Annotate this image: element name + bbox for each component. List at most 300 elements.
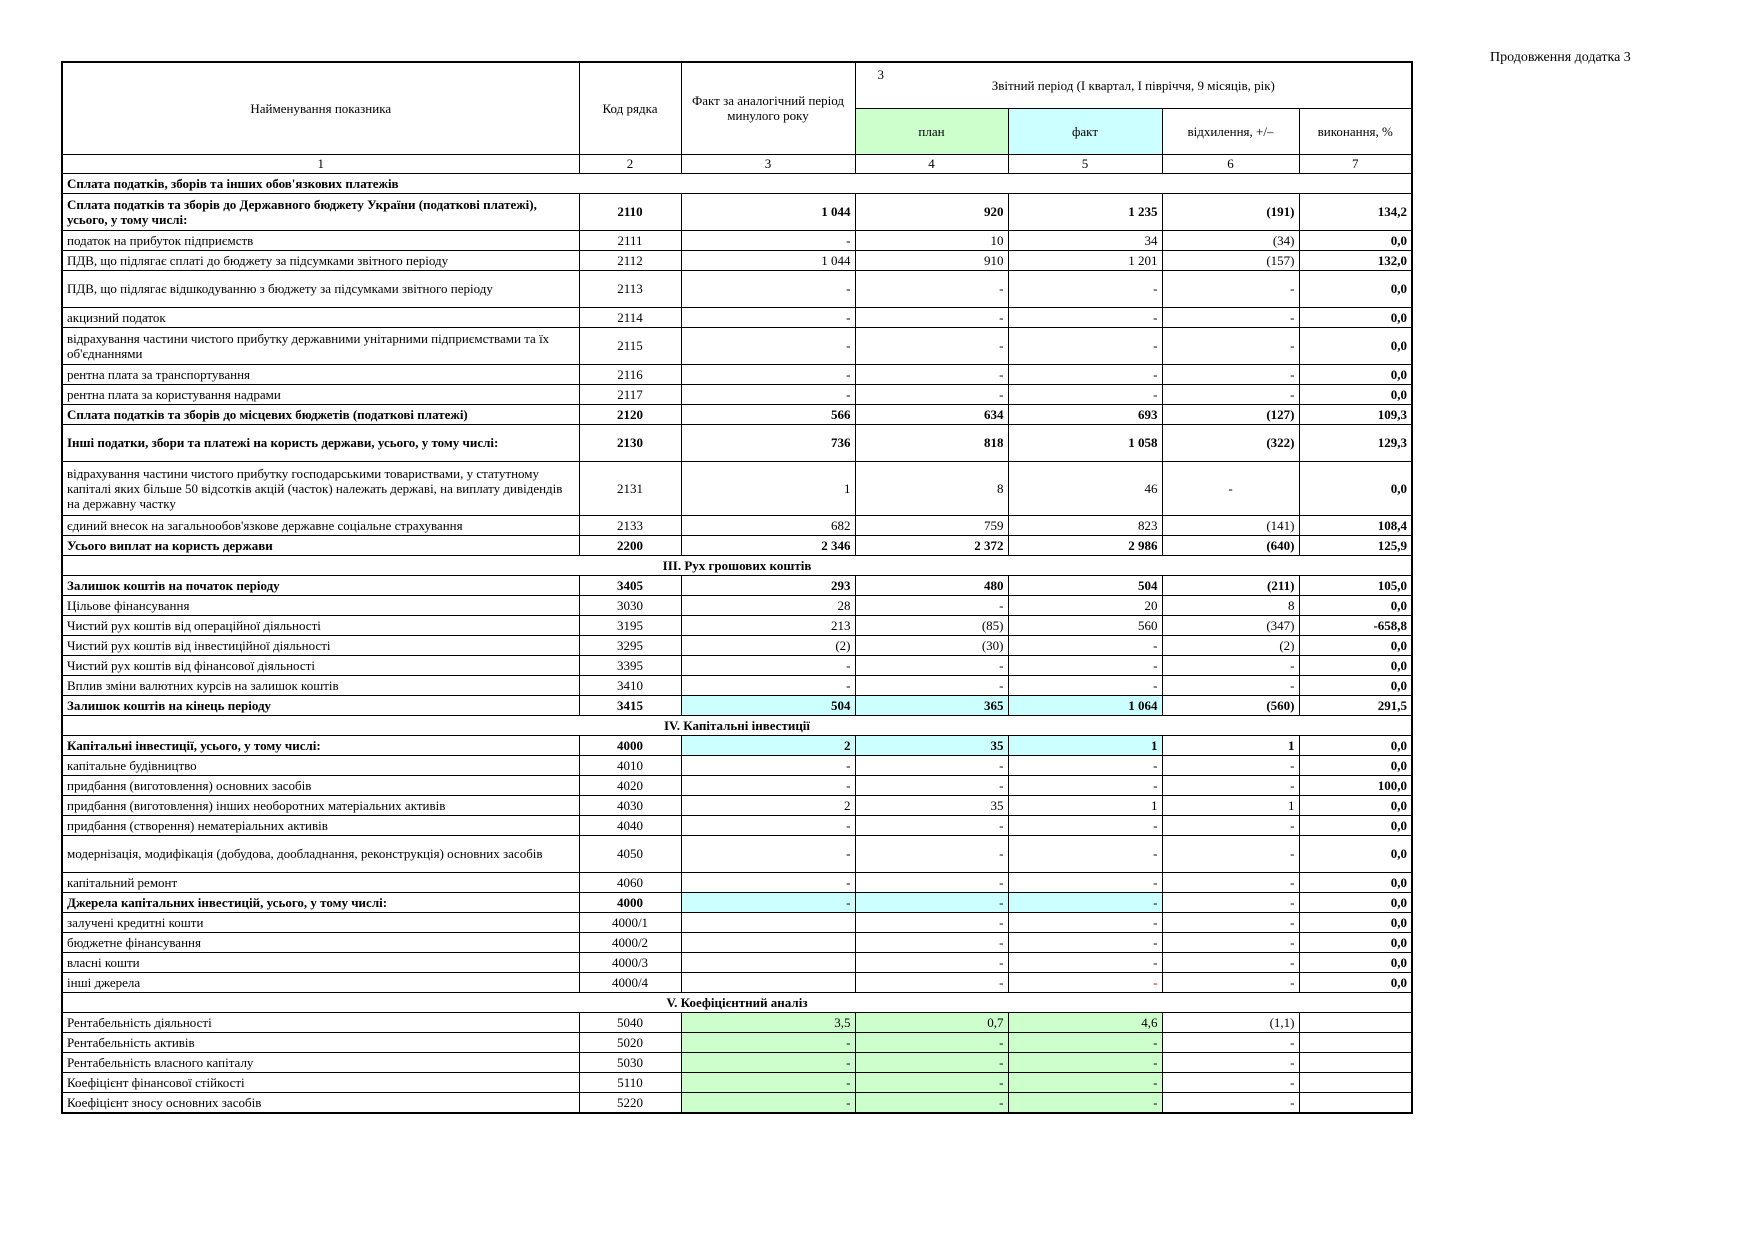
row-code: 3405 (579, 575, 681, 595)
fact-value: - (1008, 1052, 1162, 1072)
deviation-value: - (1162, 892, 1299, 912)
fact-value: - (1008, 912, 1162, 932)
fact-value: 1 201 (1008, 250, 1162, 270)
table-row (62, 250, 1412, 270)
row-code: 3030 (579, 595, 681, 615)
deviation-value: (560) (1162, 695, 1299, 715)
prev-year-fact: 293 (681, 575, 855, 595)
row-name: акцизний податок (62, 307, 579, 327)
row-name: Інші податки, збори та платежі на користь держави, усього, у тому числі: (62, 424, 579, 461)
prev-year-fact: - (681, 815, 855, 835)
execution-pct (1299, 1072, 1412, 1092)
row-name: бюджетне фінансування (62, 932, 579, 952)
row-code: 3410 (579, 675, 681, 695)
plan-value: - (855, 972, 1008, 992)
table-row (62, 635, 1412, 655)
plan-value: - (855, 1032, 1008, 1052)
prev-year-fact: 213 (681, 615, 855, 635)
row-name: відрахування частини чистого прибутку державними унітарними підприємствами та їх об'єднаннями (62, 327, 579, 364)
table-row (62, 735, 1412, 755)
header-plan: план (855, 108, 1008, 154)
plan-value: - (855, 364, 1008, 384)
deviation-value: - (1162, 1072, 1299, 1092)
row-code: 4040 (579, 815, 681, 835)
row-code: 2117 (579, 384, 681, 404)
row-name: ПДВ, що підлягає відшкодуванню з бюджету за підсумками звітного періоду (62, 270, 579, 307)
plan-value: - (855, 327, 1008, 364)
header-deviation: відхилення, +/– (1162, 108, 1299, 154)
row-name: модернізація, модифікація (добудова, дообладнання, реконструкція) основних засобів (62, 835, 579, 872)
fact-value: 1 (1008, 735, 1162, 755)
fact-value: - (1008, 1032, 1162, 1052)
plan-value: 920 (855, 193, 1008, 230)
row-name: Рентабельність діяльності (62, 1012, 579, 1032)
deviation-value: - (1162, 1052, 1299, 1072)
prev-year-fact: 28 (681, 595, 855, 615)
row-code: 3415 (579, 695, 681, 715)
prev-year-fact: - (681, 364, 855, 384)
fact-value: - (1008, 835, 1162, 872)
plan-value: - (855, 835, 1008, 872)
table-row (62, 595, 1412, 615)
row-name: податок на прибуток підприємств (62, 230, 579, 250)
header-period-number: 3 (877, 67, 884, 82)
prev-year-fact (681, 912, 855, 932)
deviation-value: 1 (1162, 795, 1299, 815)
row-code: 4030 (579, 795, 681, 815)
deviation-value: - (1162, 327, 1299, 364)
execution-pct: 0,0 (1299, 835, 1412, 872)
deviation-value: - (1162, 972, 1299, 992)
execution-pct: 109,3 (1299, 404, 1412, 424)
deviation-value: - (1162, 675, 1299, 695)
deviation-value: (322) (1162, 424, 1299, 461)
fact-value: 2 986 (1008, 535, 1162, 555)
row-code: 4000 (579, 892, 681, 912)
header-code: Код рядка (579, 62, 681, 154)
prev-year-fact: 1 (681, 461, 855, 515)
row-code: 2133 (579, 515, 681, 535)
table-row (62, 815, 1412, 835)
table-row (62, 615, 1412, 635)
execution-pct: 0,0 (1299, 735, 1412, 755)
prev-year-fact: - (681, 775, 855, 795)
table-row (62, 872, 1412, 892)
row-code: 4000/4 (579, 972, 681, 992)
row-code: 4020 (579, 775, 681, 795)
section-header-row (62, 715, 1412, 735)
plan-value: 35 (855, 795, 1008, 815)
row-name: Залишок коштів на початок періоду (62, 575, 579, 595)
fact-value: - (1008, 872, 1162, 892)
plan-value: - (855, 952, 1008, 972)
fact-value: - (1008, 384, 1162, 404)
deviation-value: (141) (1162, 515, 1299, 535)
row-code: 4060 (579, 872, 681, 892)
row-code: 5020 (579, 1032, 681, 1052)
section-title: Сплата податків, зборів та інших обов'язкових платежів (62, 173, 1412, 193)
execution-pct (1299, 1092, 1412, 1113)
table-row (62, 755, 1412, 775)
prev-year-fact: - (681, 1092, 855, 1113)
row-name: Рентабельність власного капіталу (62, 1052, 579, 1072)
report-table (61, 61, 1413, 1114)
prev-year-fact: 2 346 (681, 535, 855, 555)
row-name: капітальний ремонт (62, 872, 579, 892)
row-name: рентна плата за користування надрами (62, 384, 579, 404)
row-code: 2131 (579, 461, 681, 515)
deviation-value: - (1162, 1092, 1299, 1113)
plan-value: 2 372 (855, 535, 1008, 555)
row-name: відрахування частини чистого прибутку господарськими товариствами, у статутному капіталі яких більше 50 відсотків акцій (часток) належать державі, на виплату дивідендів на державну частку (62, 461, 579, 515)
execution-pct: 0,0 (1299, 795, 1412, 815)
deviation-value: - (1162, 815, 1299, 835)
fact-value: 504 (1008, 575, 1162, 595)
fact-value: - (1008, 1092, 1162, 1113)
fact-value: - (1008, 755, 1162, 775)
fact-value: 20 (1008, 595, 1162, 615)
row-code: 5040 (579, 1012, 681, 1032)
execution-pct: 0,0 (1299, 675, 1412, 695)
execution-pct: 0,0 (1299, 307, 1412, 327)
table-row (62, 575, 1412, 595)
plan-value: - (855, 1052, 1008, 1072)
table-row (62, 775, 1412, 795)
execution-pct: 108,4 (1299, 515, 1412, 535)
deviation-value: - (1162, 307, 1299, 327)
row-name: Цільове фінансування (62, 595, 579, 615)
table-row (62, 424, 1412, 461)
col-num: 1 (62, 154, 579, 173)
deviation-value: - (1162, 912, 1299, 932)
fact-value: - (1008, 635, 1162, 655)
row-name: рентна плата за транспортування (62, 364, 579, 384)
row-code: 4050 (579, 835, 681, 872)
deviation-value: (191) (1162, 193, 1299, 230)
table-row (62, 892, 1412, 912)
plan-value: - (855, 1072, 1008, 1092)
table-row (62, 912, 1412, 932)
plan-value: (30) (855, 635, 1008, 655)
plan-value: - (855, 270, 1008, 307)
plan-value: - (855, 815, 1008, 835)
prev-year-fact: - (681, 230, 855, 250)
row-name: Усього виплат на користь держави (62, 535, 579, 555)
prev-year-fact: - (681, 892, 855, 912)
execution-pct: 125,9 (1299, 535, 1412, 555)
plan-value: - (855, 675, 1008, 695)
row-code: 2120 (579, 404, 681, 424)
row-code: 4000 (579, 735, 681, 755)
prev-year-fact: - (681, 384, 855, 404)
row-code: 2112 (579, 250, 681, 270)
row-code: 4010 (579, 755, 681, 775)
plan-value: 8 (855, 461, 1008, 515)
execution-pct: 0,0 (1299, 972, 1412, 992)
fact-value: - (1008, 655, 1162, 675)
row-code: 2130 (579, 424, 681, 461)
row-name: Джерела капітальних інвестицій, усього, у тому числі: (62, 892, 579, 912)
prev-year-fact: - (681, 327, 855, 364)
prev-year-fact: - (681, 675, 855, 695)
prev-year-fact: - (681, 655, 855, 675)
fact-value: - (1008, 972, 1162, 992)
row-code: 5030 (579, 1052, 681, 1072)
fact-value: - (1008, 932, 1162, 952)
deviation-value: - (1162, 655, 1299, 675)
table-row (62, 835, 1412, 872)
table-row (62, 1092, 1412, 1113)
table-row (62, 972, 1412, 992)
prev-year-fact: - (681, 1052, 855, 1072)
fact-value: 1 064 (1008, 695, 1162, 715)
fact-value: - (1008, 815, 1162, 835)
plan-value: - (855, 872, 1008, 892)
prev-year-fact: - (681, 872, 855, 892)
fact-value: 46 (1008, 461, 1162, 515)
execution-pct: 0,0 (1299, 327, 1412, 364)
section-header-row (62, 992, 1412, 1012)
prev-year-fact: 682 (681, 515, 855, 535)
row-name: єдиний внесок на загальнообов'язкове державне соціальне страхування (62, 515, 579, 535)
plan-value: - (855, 595, 1008, 615)
execution-pct: 291,5 (1299, 695, 1412, 715)
deviation-value: (1,1) (1162, 1012, 1299, 1032)
row-name: Залишок коштів на кінець періоду (62, 695, 579, 715)
prev-year-fact: - (681, 835, 855, 872)
row-name: інші джерела (62, 972, 579, 992)
row-code: 2110 (579, 193, 681, 230)
execution-pct: 100,0 (1299, 775, 1412, 795)
row-name: Чистий рух коштів від інвестиційної діяльності (62, 635, 579, 655)
section-header-row (62, 555, 1412, 575)
plan-value: - (855, 755, 1008, 775)
deviation-value: - (1162, 775, 1299, 795)
col-num: 3 (681, 154, 855, 173)
prev-year-fact (681, 932, 855, 952)
fact-value: 4,6 (1008, 1012, 1162, 1032)
row-code: 2200 (579, 535, 681, 555)
col-num: 4 (855, 154, 1008, 173)
row-name: Коефіцієнт фінансової стійкості (62, 1072, 579, 1092)
table-row (62, 1052, 1412, 1072)
fact-value: - (1008, 307, 1162, 327)
deviation-value: (127) (1162, 404, 1299, 424)
execution-pct: 0,0 (1299, 655, 1412, 675)
fact-value: - (1008, 327, 1162, 364)
plan-value: - (855, 932, 1008, 952)
execution-pct: 0,0 (1299, 384, 1412, 404)
row-name: придбання (виготовлення) основних засобів (62, 775, 579, 795)
plan-value: 480 (855, 575, 1008, 595)
table-row (62, 655, 1412, 675)
execution-pct: 129,3 (1299, 424, 1412, 461)
plan-value: (85) (855, 615, 1008, 635)
row-code: 2115 (579, 327, 681, 364)
table-row (62, 1032, 1412, 1052)
fact-value: 1 (1008, 795, 1162, 815)
plan-value: 634 (855, 404, 1008, 424)
fact-value: - (1008, 952, 1162, 972)
row-code: 3395 (579, 655, 681, 675)
table-row (62, 193, 1412, 230)
row-name: придбання (створення) нематеріальних активів (62, 815, 579, 835)
row-code: 5110 (579, 1072, 681, 1092)
table-row (62, 515, 1412, 535)
plan-value: - (855, 912, 1008, 932)
prev-year-fact: - (681, 1072, 855, 1092)
row-code: 2114 (579, 307, 681, 327)
table-row (62, 952, 1412, 972)
row-name: Чистий рух коштів від фінансової діяльності (62, 655, 579, 675)
fact-value: - (1008, 364, 1162, 384)
prev-year-fact (681, 972, 855, 992)
plan-value: 35 (855, 735, 1008, 755)
row-name: придбання (виготовлення) інших необоротних матеріальних активів (62, 795, 579, 815)
header-name: Найменування показника (62, 62, 579, 154)
table-row (62, 404, 1412, 424)
prev-year-fact: - (681, 1032, 855, 1052)
col-num: 2 (579, 154, 681, 173)
execution-pct: 0,0 (1299, 270, 1412, 307)
row-code: 4000/3 (579, 952, 681, 972)
plan-value: - (855, 892, 1008, 912)
execution-pct: 0,0 (1299, 595, 1412, 615)
prev-year-fact: (2) (681, 635, 855, 655)
deviation-value: - (1162, 364, 1299, 384)
table-row (62, 384, 1412, 404)
execution-pct: 0,0 (1299, 892, 1412, 912)
prev-year-fact: 566 (681, 404, 855, 424)
deviation-value: - (1162, 270, 1299, 307)
execution-pct: 0,0 (1299, 230, 1412, 250)
row-name: Чистий рух коштів від операційної діяльності (62, 615, 579, 635)
header-fact: факт (1008, 108, 1162, 154)
deviation-value: - (1162, 835, 1299, 872)
execution-pct: 0,0 (1299, 364, 1412, 384)
section-title: IV. Капітальні інвестиції (62, 715, 1412, 735)
table-row (62, 795, 1412, 815)
execution-pct: -658,8 (1299, 615, 1412, 635)
fact-value: - (1008, 775, 1162, 795)
prev-year-fact: 736 (681, 424, 855, 461)
row-code: 5220 (579, 1092, 681, 1113)
deviation-value: - (1162, 461, 1299, 515)
plan-value: 910 (855, 250, 1008, 270)
table-row (62, 932, 1412, 952)
plan-value: - (855, 1092, 1008, 1113)
plan-value: - (855, 655, 1008, 675)
prev-year-fact (681, 952, 855, 972)
row-name: Вплив зміни валютних курсів на залишок коштів (62, 675, 579, 695)
row-name: Сплата податків та зборів до Державного бюджету України (податкові платежі), усього, у тому числі: (62, 193, 579, 230)
deviation-value: - (1162, 384, 1299, 404)
prev-year-fact: - (681, 270, 855, 307)
row-code: 3295 (579, 635, 681, 655)
row-name: Капітальні інвестиції, усього, у тому числі: (62, 735, 579, 755)
plan-value: - (855, 384, 1008, 404)
table-row (62, 230, 1412, 250)
fact-value: 693 (1008, 404, 1162, 424)
prev-year-fact: - (681, 755, 855, 775)
deviation-value: (347) (1162, 615, 1299, 635)
execution-pct: 0,0 (1299, 461, 1412, 515)
deviation-value: - (1162, 755, 1299, 775)
execution-pct: 0,0 (1299, 952, 1412, 972)
execution-pct (1299, 1032, 1412, 1052)
execution-pct (1299, 1012, 1412, 1032)
col-num: 5 (1008, 154, 1162, 173)
column-numbers-row (62, 154, 1412, 173)
prev-year-fact: 1 044 (681, 193, 855, 230)
plan-value: 759 (855, 515, 1008, 535)
execution-pct: 0,0 (1299, 755, 1412, 775)
deviation-value: (640) (1162, 535, 1299, 555)
row-code: 3195 (579, 615, 681, 635)
fact-value: - (1008, 892, 1162, 912)
execution-pct (1299, 1052, 1412, 1072)
table-row (62, 1072, 1412, 1092)
execution-pct: 0,0 (1299, 635, 1412, 655)
prev-year-fact: 2 (681, 735, 855, 755)
row-code: 2113 (579, 270, 681, 307)
plan-value: 818 (855, 424, 1008, 461)
execution-pct: 132,0 (1299, 250, 1412, 270)
row-code: 2111 (579, 230, 681, 250)
row-name: залучені кредитні кошти (62, 912, 579, 932)
fact-value: 823 (1008, 515, 1162, 535)
deviation-value: (157) (1162, 250, 1299, 270)
section-header-row (62, 173, 1412, 193)
table-row (62, 270, 1412, 307)
row-name: власні кошти (62, 952, 579, 972)
prev-year-fact: 504 (681, 695, 855, 715)
table-row (62, 1012, 1412, 1032)
fact-value: - (1008, 1072, 1162, 1092)
execution-pct: 0,0 (1299, 932, 1412, 952)
table-row (62, 327, 1412, 364)
header-period-label: Звітний період (I квартал, I півріччя, 9 місяців, рік) (991, 77, 1275, 93)
row-name: Сплата податків та зборів до місцевих бюджетів (податкові платежі) (62, 404, 579, 424)
prev-year-fact: 1 044 (681, 250, 855, 270)
header-period (855, 62, 1412, 108)
section-title: V. Коефіцієнтний аналіз (62, 992, 1412, 1012)
table-row (62, 675, 1412, 695)
deviation-value: (34) (1162, 230, 1299, 250)
deviation-value: 8 (1162, 595, 1299, 615)
fact-value: - (1008, 675, 1162, 695)
section-title: III. Рух грошових коштів (62, 555, 1412, 575)
row-name: ПДВ, що підлягає сплаті до бюджету за підсумками звітного періоду (62, 250, 579, 270)
prev-year-fact: 3,5 (681, 1012, 855, 1032)
plan-value: - (855, 775, 1008, 795)
fact-value: - (1008, 270, 1162, 307)
plan-value: - (855, 307, 1008, 327)
prev-year-fact: - (681, 307, 855, 327)
row-name: Рентабельність активів (62, 1032, 579, 1052)
execution-pct: 0,0 (1299, 912, 1412, 932)
fact-value: 1 235 (1008, 193, 1162, 230)
annex-continuation-note: Продовження додатка 3 (1490, 50, 1631, 65)
prev-year-fact: 2 (681, 795, 855, 815)
deviation-value: - (1162, 932, 1299, 952)
execution-pct: 105,0 (1299, 575, 1412, 595)
plan-value: 10 (855, 230, 1008, 250)
fact-value: 560 (1008, 615, 1162, 635)
row-code: 4000/2 (579, 932, 681, 952)
execution-pct: 134,2 (1299, 193, 1412, 230)
plan-value: 0,7 (855, 1012, 1008, 1032)
